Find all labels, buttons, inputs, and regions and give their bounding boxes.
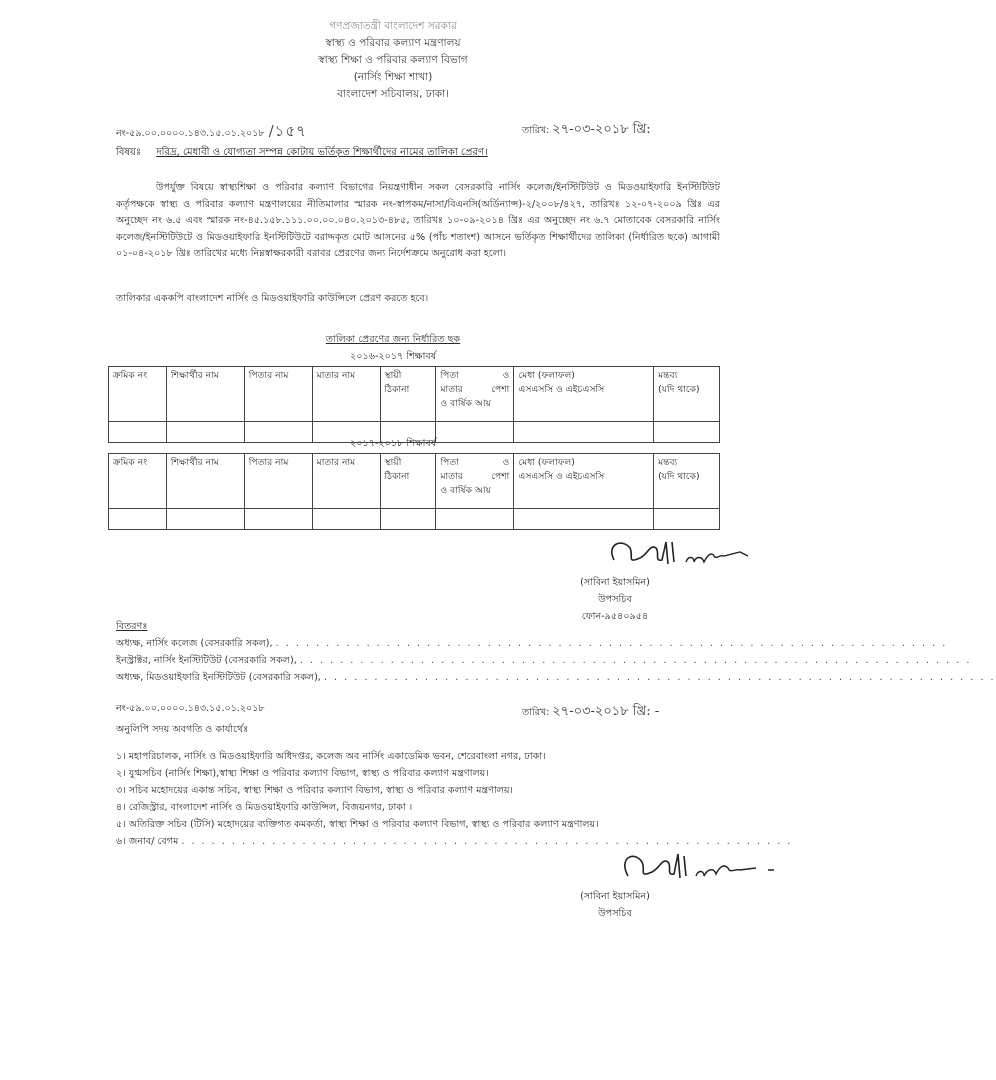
table-title-text: তালিকা প্রেরণের জন্য নির্ধারিত ছক xyxy=(325,334,461,345)
col-label-part: ও বার্ষিক আয় xyxy=(440,398,492,409)
distribution-item-text: অধ্যক্ষ, নার্সিং কলেজ (বেসরকারি সকল), xyxy=(116,638,273,649)
col-parent-occupation-income xyxy=(436,367,514,422)
col-label-part: ঠিকানা xyxy=(384,471,410,482)
col-father-name: পিতার নাম xyxy=(244,367,312,422)
signatory-name: (সাবিনা ইয়াসমিন) xyxy=(580,577,650,588)
table-cell xyxy=(109,509,167,530)
branch-name: (নার্সিং শিক্ষা শাখা) xyxy=(353,71,433,83)
col-remarks xyxy=(654,367,720,422)
date-label: তারিখ: xyxy=(522,707,550,718)
subject-line xyxy=(116,145,488,162)
date-label: তারিখ: xyxy=(522,125,550,136)
memo-date xyxy=(522,120,651,141)
col-serial: ক্রমিক নং xyxy=(109,454,167,509)
distribution-item-text: অধ্যক্ষ, মিডওয়াইফারি ইনস্টিটিউট (বেসরকারি সকল), xyxy=(116,672,321,683)
col-label-part: এসএসসি ও এইচএসসি xyxy=(518,471,605,482)
col-father-name: পিতার নাম xyxy=(244,454,312,509)
government-name: গণপ্রজাতন্ত্রী বাংলাদেশ সরকার xyxy=(329,20,457,32)
copy-memo-number: নং-৫৯.০০.০০০০.১৪৩.১৫.০১.২০১৮ xyxy=(116,703,265,714)
col-student-name: শিক্ষার্থীর নাম xyxy=(166,454,244,509)
table-title xyxy=(0,333,786,348)
col-merit-result xyxy=(514,454,654,509)
col-label-part: পিতা xyxy=(440,457,459,468)
subject-text: দরিদ্র, মেধাবী ও যোগ্যতা সম্পন্ন কোটায় ভর্তিকৃত শিক্ষার্থীদের নামের তালিকা প্রেরণ। xyxy=(156,147,488,158)
table-row xyxy=(109,509,720,530)
signatory-name: (সাবিনা ইয়াসমিন) xyxy=(580,891,650,902)
col-permanent-address xyxy=(380,367,436,422)
col-label-part: পেশা xyxy=(491,384,510,395)
col-label-part: ঠিকানা xyxy=(384,384,410,395)
col-label-part: মেধা (ফলাফল) xyxy=(518,457,575,468)
col-remarks xyxy=(654,454,720,509)
note-paragraph: তালিকার এককপি বাংলাদেশ নার্সিং ও মিডওয়াইফারি কাউন্সিলে প্রেরণ করতে হবে। xyxy=(116,293,429,304)
col-label-part: মেধা (ফলাফল) xyxy=(518,370,575,381)
distribution-item xyxy=(116,637,948,652)
body-paragraph: উপর্যুক্ত বিষয়ে স্বাস্থ্যশিক্ষা ও পরিবার কল্যাণ বিভাগের নিয়ন্ত্রণাধীন সকল বেসরকারি নার্সিং কলেজ/ইনস্টিটিউট ও মিডওয়াইফারি ইনস্টিটিউট কর্তৃপক্ষকে স্বাস্থ্য ও পরিবার কল্যাণ মন্ত্রণালয়ের নীতিমালার স্মারক নং-স্বাপকম/নাসা/বিএনসি(অর্ডিন্যান্স)-২/২০০৮/৪২৭, তারিখঃ ১২-০৭-২০০৯ খ্রিঃ এর অনুচ্ছেদ নং ৬.৫ এবং স্মারক নং-৪৫.১৫৮.১১১.০০.০০.০৪০.২০১৩-৪৮৫, তারিখঃ ১০-০৯-২০১৪ খ্রিঃ এর অনুচ্ছেদ নং ৬.৭ মোতাবেক বেসরকারি নার্সিং কলেজ/ইনস্টিটিউটে ও মিডওয়াইফারি ইনস্টিটিউটে বরাদ্দকৃত মোট আসনের ৫% (পাঁচ শতাংশ) আসনে ভর্তিকৃত শিক্ষার্থীদের তালিকা (নির্ধারিত ছকে) আগামী ০১-০৪-২০১৮ খ্রিঃ তারিখের মধ্যে নিম্নস্বাক্ষরকারী বরাবর প্রেরণের জন্য নির্দেশক্রমে অনুরোধ করা হলো। xyxy=(116,182,720,259)
col-mother-name: মাতার নাম xyxy=(312,367,380,422)
dotted-leader: . . . . . . . . . . . . . . . . . . . . . . . . . . . . . . . . . . . . . . . . . . . . . . . . . . . . . . . . . . . . . . . . . . . xyxy=(275,638,948,649)
year-label-2016-2017: ২০১৬-২০১৭ শিক্ষাবর্ষ xyxy=(350,351,436,362)
office-location: বাংলাদেশ সচিবালয়, ঢাকা। xyxy=(337,88,449,100)
col-mother-name: মাতার নাম xyxy=(312,454,380,509)
col-permanent-address xyxy=(380,454,436,509)
subject-label: বিষয়ঃ xyxy=(116,147,142,158)
signatory-block xyxy=(560,574,670,625)
student-list-table-2017-2018 xyxy=(108,453,720,530)
memo-handwritten-suffix: /১৫৭ xyxy=(268,122,307,140)
copy-item: ৫। অতিরিক্ত সচিব (টিসি) মহোদয়ের ব্যক্তিগত কমকর্তা, স্বাস্থ্য শিক্ষা ও পরিবার কল্যাণ বিভাগ, স্বাস্থ্য ও পরিবার কল্যাণ মন্ত্রণালয়। xyxy=(116,819,599,830)
date-value: ২৭-০৩-২০১৮ খ্রি: xyxy=(552,122,651,137)
col-label-part: (যদি থাকে) xyxy=(658,471,700,482)
col-parent-occupation-income xyxy=(436,454,514,509)
year-label-2017-2018: ২০১৭-২০১৮ শিক্ষাবর্ষ xyxy=(350,438,436,449)
student-list-table-2016-2017 xyxy=(108,366,720,443)
col-label-part: স্থায়ী xyxy=(384,370,402,381)
col-label-part: ও বার্ষিক আয় xyxy=(440,485,492,496)
distribution-item xyxy=(116,654,972,669)
table-cell xyxy=(380,509,436,530)
copy-item: ১। মহাপরিচালক, নার্সিং ও মিডওয়াইফারি অধিদপ্তর, কলেজ অব নার্সিং একাডেমিক ভবন, শেরেবাংলা নগর, ঢাকা। xyxy=(116,751,546,762)
table-cell xyxy=(436,509,514,530)
memo-number xyxy=(116,120,307,145)
col-label-part: ও xyxy=(502,457,510,468)
memo-number-text: নং-৫৯.০০.০০০০.১৪৩.১৫.০১.২০১৮ xyxy=(116,128,265,139)
table-cell xyxy=(166,509,244,530)
copy-memo-date xyxy=(522,702,659,723)
copy-list xyxy=(116,748,793,850)
copy-item-text: ৬। জনাব/ বেগম xyxy=(116,836,179,847)
distribution-item xyxy=(116,671,996,686)
col-label-part: মন্তব্য xyxy=(658,457,678,468)
signatory-block xyxy=(560,888,670,922)
col-label-part: (যদি থাকে) xyxy=(658,384,700,395)
signatory-designation: উপসচিব xyxy=(598,594,632,605)
col-serial: ক্রমিক নং xyxy=(109,367,167,422)
copy-item: ৩। সচিব মহোদয়ের একান্ত সচিব, স্বাস্থ্য শিক্ষা ও পরিবার কল্যাণ বিভাগ, স্বাস্থ্য ও পরিবার কল্যাণ মন্ত্রণালয়। xyxy=(116,785,513,796)
distribution-title: বিতরণঃ xyxy=(116,621,148,632)
signatory-phone: ফোন-৯৫৪০৯৫৪ xyxy=(581,611,649,622)
col-label-part: মাতার xyxy=(440,384,463,395)
col-student-name: শিক্ষার্থীর নাম xyxy=(166,367,244,422)
date-value: ২৭-০৩-২০১৮ খ্রি: - xyxy=(552,704,660,719)
col-label-part: ও xyxy=(502,370,510,381)
signature-scribble-icon xyxy=(612,846,782,890)
distribution-item-text: ইনস্ট্রাক্টর, নার্সিং ইনস্টিটিউট (বেসরকারি সকল), xyxy=(116,655,297,666)
copy-item: ২। যুগ্মসচিব (নার্সিং শিক্ষা),স্বাস্থ্য শিক্ষা ও পরিবার কল্যাণ বিভাগ, স্বাস্থ্য ও পরিবার কল্যাণ মন্ত্রণালয়। xyxy=(116,768,489,779)
dotted-leader: . . . . . . . . . . . . . . . . . . . . . . . . . . . . . . . . . . . . . . . . . . . . . . . . . . . . . . . . . . . . . xyxy=(181,836,793,847)
col-merit-result xyxy=(514,367,654,422)
copy-title: অনুলিপি সদয় অবগতি ও কার্যার্থেঃ xyxy=(116,724,249,735)
col-label-part: মন্তব্য xyxy=(658,370,678,381)
table-cell xyxy=(244,509,312,530)
table-header-row xyxy=(109,367,720,422)
dotted-leader: . . . . . . . . . . . . . . . . . . . . . . . . . . . . . . . . . . . . . . . . . . . . . . . . . . . . . . . . . . . . . . . . . . . xyxy=(299,655,972,666)
dotted-leader: . . . . . . . . . . . . . . . . . . . . . . . . . . . . . . . . . . . . . . . . . . . . . . . . . . . . . . . . . . . . . . . . . . . xyxy=(323,672,996,683)
letterhead xyxy=(0,18,786,103)
table-header-row xyxy=(109,454,720,509)
col-label-part: পেশা xyxy=(491,471,510,482)
signature-scribble-icon xyxy=(600,534,780,574)
table-cell xyxy=(514,509,654,530)
division-name: স্বাস্থ্য শিক্ষা ও পরিবার কল্যাণ বিভাগ xyxy=(318,54,468,66)
table-cell xyxy=(312,509,380,530)
copy-item: ৪। রেজিস্ট্রার, বাংলাদেশ নার্সিং ও মিডওয়াইফারি কাউন্সিল, বিজয়নগর, ঢাকা । xyxy=(116,802,413,813)
col-label-part: এসএসসি ও এইচএসসি xyxy=(518,384,605,395)
signatory-designation: উপসচিব xyxy=(598,908,632,919)
col-label-part: মাতার xyxy=(440,471,463,482)
col-label-part: পিতা xyxy=(440,370,459,381)
col-label-part: স্থায়ী xyxy=(384,457,402,468)
table-cell xyxy=(654,509,720,530)
ministry-name: স্বাস্থ্য ও পরিবার কল্যাণ মন্ত্রণালয় xyxy=(325,37,461,49)
